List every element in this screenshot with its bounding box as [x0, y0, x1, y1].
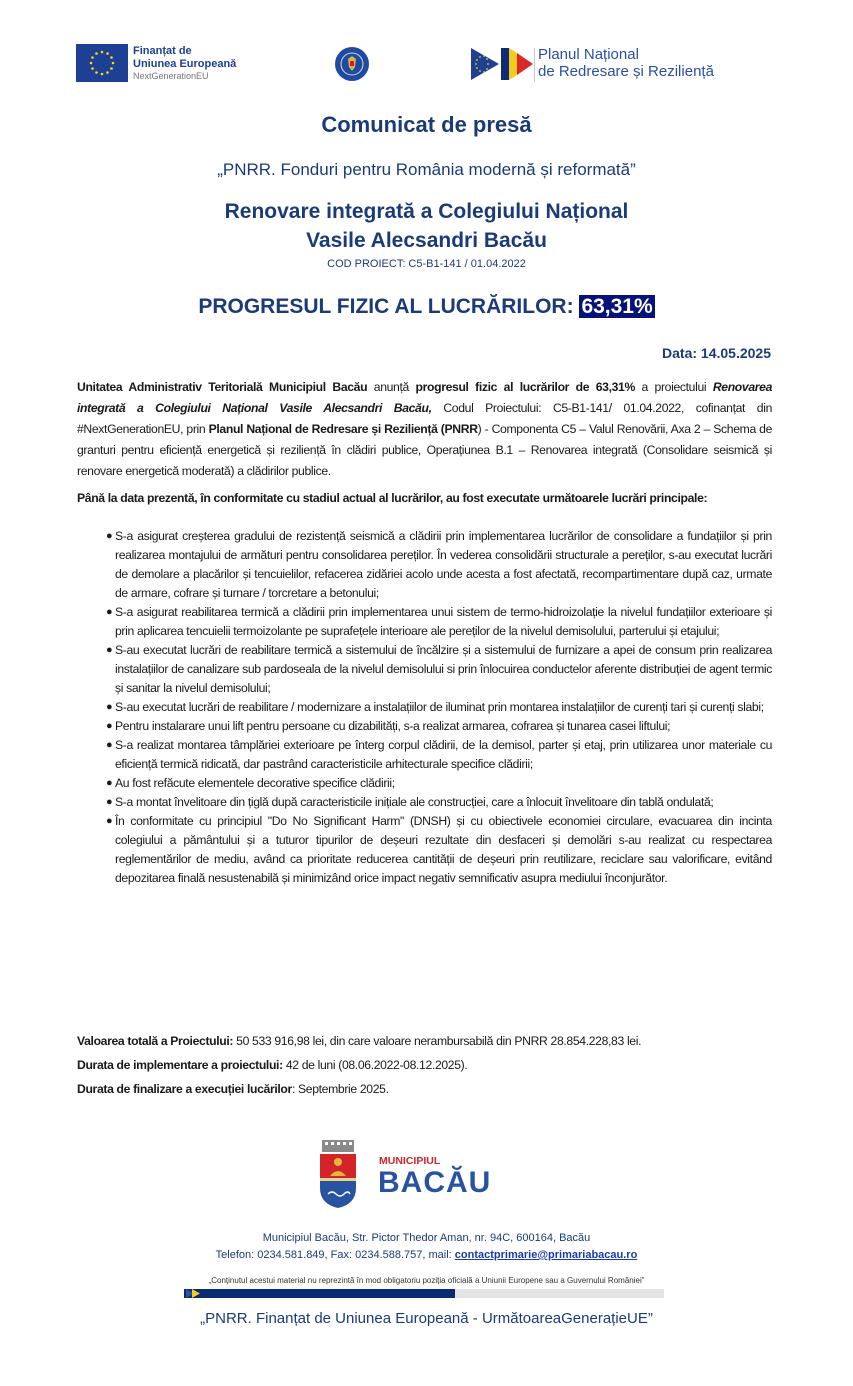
- list-item: [77, 641, 772, 698]
- header-logos: [0, 44, 853, 86]
- work-item-text: Au fost refăcute elementele decorative specifice clădirii;: [115, 776, 395, 790]
- eu-label-line2: Uniunea Europeană: [133, 57, 237, 70]
- fact-value: : Septembrie 2025.: [291, 1082, 389, 1096]
- fact-value: 42 de luni (08.06.2022-08.12.2025).: [282, 1058, 468, 1072]
- list-item: [77, 736, 772, 774]
- intro-text-1: anunță: [367, 380, 416, 394]
- page-title: Comunicat de presă: [321, 112, 532, 137]
- intro-text-3: Codul Proiectului: C5-B1-141/ 01.04.2022, cofinanțat din #NextGenerationEU, prin: [77, 401, 773, 436]
- header-divider: [534, 48, 535, 82]
- eu-funding-label: [133, 45, 236, 83]
- contact-line: [0, 1247, 853, 1264]
- bullet-icon: ●: [106, 739, 113, 751]
- intro-pnrr-name: Planul Național de Redresare și Reziliență (PNRR: [208, 422, 478, 436]
- romanian-government-seal-icon: [335, 47, 369, 81]
- intro-paragraph: [77, 377, 772, 482]
- progress-label: PROGRESUL FIZIC AL LUCRĂRILOR:: [198, 295, 574, 318]
- eu-label-line3: NextGenerationEU: [133, 71, 209, 81]
- list-item: [77, 793, 772, 812]
- pnrr-label: [538, 46, 714, 80]
- fact-label: Valoarea totală a Proiectului:: [77, 1034, 234, 1048]
- eu-flag-icon: [76, 44, 128, 82]
- bullet-icon: ●: [106, 701, 113, 713]
- fact-label: Durata de implementare a proiectului:: [77, 1058, 283, 1072]
- intro-uat-name: Unitatea Administrativ Teritorială Municipiul Bacău: [77, 380, 368, 394]
- bullet-icon: ●: [106, 720, 113, 732]
- fact-label: Durata de finalizare a execuției lucărilor: [77, 1082, 292, 1096]
- works-list: [77, 527, 772, 888]
- contact-prefix: Telefon: 0234.581.849, Fax: 0234.588.757, mail:: [215, 1249, 455, 1261]
- fact-implementation-duration: [77, 1056, 772, 1080]
- bullet-icon: ●: [106, 606, 113, 618]
- work-item-text: S-au executat lucrări de reabilitare / modernizare a instalațiilor de iluminat prin montarea instalațiilor de curenți tari și curenți slabi;: [115, 700, 764, 714]
- list-item: [77, 812, 772, 888]
- project-title: [0, 197, 853, 255]
- bacau-logo-line1: MUNICIPIUL: [379, 1155, 441, 1167]
- contact-block: [0, 1230, 853, 1264]
- footer-bar: [184, 1289, 664, 1298]
- work-item-text: S-a montat învelitoare din țiglă după caracteristicile inițiale ale construcției, care a înlocuit învelitoare din tablă ondulată;: [115, 795, 714, 809]
- address: Municipiul Bacău, Str. Pictor Thedor Aman, nr. 94C, 600164, Bacău: [262, 1232, 591, 1244]
- pnrr-arrows-icon: [471, 46, 533, 82]
- work-item-text: S-a asigurat reabilitarea termică a clădirii prin implementarea unui sistem de termo-hidroizolație la nivelul fundațiilor exterioare și prin aplicarea tencuielii termoizolante pe suprafețele interioare ale pereților de la nivelul demisolului, parterului și etajului;: [115, 605, 772, 638]
- list-item: [77, 717, 772, 736]
- bullet-icon: ●: [106, 644, 113, 656]
- work-item-text: S-a asigurat creșterea gradului de rezistență seismică a clădirii prin implementarea lucrărilor de consolidare a fundațiilor și prin realizarea montajului de armături pentru consolidarea pereților. În vederea consolidării structurale a pereților, s-au executat lucrări de demolare a placărilor și tencuielilor, refacerea zidăriei acolo unde acesta a fost afectată, recompartimentare după caz, urmate de armare, cofrare și turnare / torcretare a betonului;: [115, 529, 772, 600]
- bacau-coat-of-arms-icon: [318, 1138, 358, 1210]
- footer-slogan: „PNRR. Finanțat de Uniunea Europeană - UrmătoareaGenerațieUE”: [200, 1310, 653, 1327]
- progress-value-badge: 63,31%: [581, 295, 653, 318]
- footer-arrow-icon: [184, 1289, 204, 1298]
- disclaimer: „Conținutul acestui material nu reprezintă în mod obligatoriu poziția oficială a Uniunii Europene sau a Guvernului României”: [208, 1276, 645, 1285]
- list-item: [77, 774, 772, 793]
- intro-project-name: Renovarea integrată a Colegiului Național Vasile Alecsandri Bacău,: [77, 380, 773, 415]
- bacau-logo-line2: BACĂU: [378, 1166, 492, 1199]
- release-date: Data: 14.05.2025: [662, 345, 771, 361]
- list-item: [77, 603, 772, 641]
- work-item-text: S-au executat lucrări de reabilitare termică a sistemului de încălzire și a sistemului de furnizare a apei de consum prin realizarea instalațiilor de canalizare sub pardoseala de la nivelul demisolului si prin înlocuirea conductelor aferente distribuției de agent termic și sanitar la nivelul demisolului;: [115, 643, 772, 695]
- progress-heading: [0, 295, 853, 319]
- work-item-text: S-a realizat montarea tâmplăriei exterioare pe înterg corpul clădirii, de la demisol, parter și etaj, prin utilizarea unor materiale cu eficiență termică ridicată, dar pastrând caracteristicile arhitecturale specifice clădirii;: [115, 738, 772, 771]
- pnrr-label-line2: de Redresare și Reziliență: [538, 63, 714, 80]
- pnrr-label-line1: Planul Național: [538, 46, 639, 63]
- bullet-icon: ●: [106, 777, 113, 789]
- footer-bar-dark: [184, 1289, 455, 1298]
- list-item: [77, 527, 772, 603]
- fact-value: 50 533 916,98 lei, din care valoare nerambursabilă din PNRR 28.854.228,83 lei.: [233, 1034, 642, 1048]
- email-link[interactable]: contactprimarie@primariabacau.ro: [454, 1249, 638, 1261]
- project-facts: [77, 1032, 772, 1104]
- eu-label-line1: Finanțat de: [133, 45, 192, 57]
- intro-progress: progresul fizic al lucrărilor de 63,31%: [415, 380, 635, 394]
- footer-bar-light: [455, 1289, 664, 1298]
- fact-total-value: [77, 1032, 772, 1056]
- bullet-icon: ●: [106, 815, 113, 827]
- list-item: [77, 698, 772, 717]
- bullet-icon: ●: [106, 530, 113, 542]
- intro-text-4: ) - Componenta C5 – Valul Renovării, Axa 2 – Schema de granturi pentru eficiență energetică și reziliență în clădiri publice, Operațiunea B.1 – Renovarea integrată (Consolidare seismică și renovare energetică moderată) a clădirilor publice.: [77, 422, 773, 478]
- work-item-text: Pentru instalarare unui lift pentru persoane cu dizabilități, s-a realizat armarea, cofrarea și tunarea casei liftului;: [115, 719, 671, 733]
- project-title-line2: Vasile Alecsandri Bacău: [306, 229, 547, 252]
- page-subtitle: „PNRR. Fonduri pentru România modernă și reformată”: [217, 160, 636, 179]
- work-item-text: În conformitate cu principiul "Do No Significant Harm" (DNSH) și cu obiectivele economiei circulare, evacuarea din incinta colegiului a pământului și a tuturor tipurilor de deșeuri rezultate din desfaceri și demolări s-au realizat cu respectarea reglementărilor de mediu, având ca prioritate reducerea cantității de deșeuri prin reutilizare, reciclare sau valorificare, evitând depozitarea finală nesustenabilă și minimizând orice impact negativ semnificativ asupra mediului înconjurător.: [115, 814, 772, 885]
- bullet-icon: ●: [106, 796, 113, 808]
- works-heading: Până la data prezentă, în conformitate cu stadiul actual al lucrărilor, au fost executate următoarele lucrări principale:: [77, 491, 708, 505]
- intro-text-2: a proiectului: [634, 380, 713, 394]
- bacau-logo: [318, 1138, 492, 1212]
- project-title-line1: Renovare integrată a Colegiului Național: [224, 200, 629, 223]
- fact-completion-date: [77, 1080, 772, 1104]
- project-code: COD PROIECT: C5-B1-141 / 01.04.2022: [327, 258, 526, 270]
